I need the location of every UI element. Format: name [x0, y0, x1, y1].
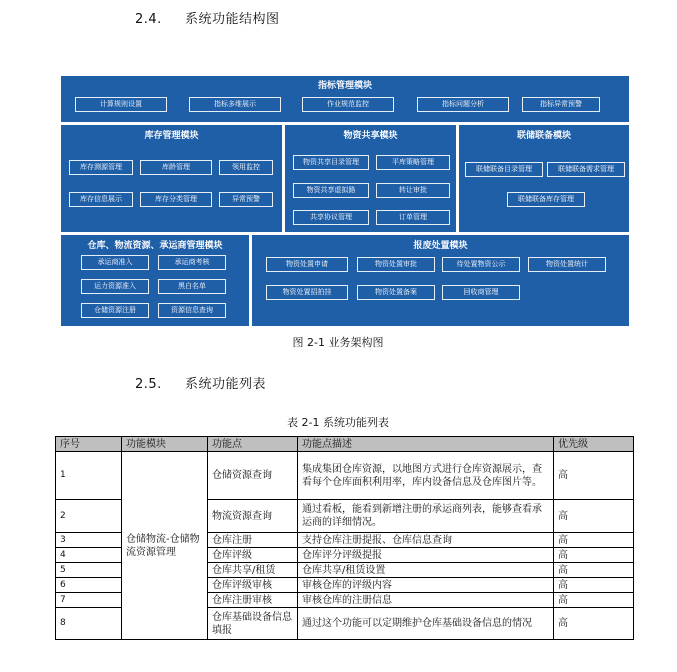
module-cell: 仓储物流-仓储物流资源管理 [122, 452, 208, 640]
section-title: 系统功能列表 [185, 377, 267, 392]
function-description: 仓库评分评级提报 [298, 548, 554, 563]
module-item: 承运商准入 [81, 255, 149, 270]
priority: 高 [554, 608, 634, 640]
module-item: 物资处置审批 [357, 257, 435, 272]
module-item: 转让审批 [376, 183, 450, 198]
module-item: 回收商管理 [442, 285, 520, 300]
module-title: 物资共享模块 [343, 131, 398, 141]
module-item: 物资共享目录管理 [293, 155, 369, 170]
figure-caption: 图 2-1 业务架构图 [292, 336, 384, 349]
module-item: 物资处置备案 [357, 285, 435, 300]
module-item: 指标问题分析 [417, 97, 509, 112]
function-description: 审核仓库的注册信息 [298, 593, 554, 608]
module-item: 指标多维展示 [189, 97, 281, 112]
priority: 高 [554, 578, 634, 593]
module-item: 联储联备需求管理 [547, 162, 625, 177]
function-point: 仓库注册审核 [208, 593, 298, 608]
module-item: 物资处置统计 [528, 257, 606, 272]
business-architecture-diagram [61, 76, 629, 326]
scrap-disposal-module [252, 235, 629, 326]
row-number: 4 [56, 548, 122, 563]
module-item: 物资共享虚拟路 [293, 183, 369, 198]
module-item: 平库策略管理 [376, 155, 450, 170]
module-item: 库存信息展示 [69, 192, 133, 207]
header-cell: 功能点 [208, 437, 298, 452]
module-title: 报废处置模块 [413, 241, 468, 251]
warehouse-carrier-module [61, 235, 249, 326]
module-item: 承运商考核 [158, 255, 226, 270]
row-number: 1 [56, 452, 122, 500]
row-number: 2 [56, 500, 122, 533]
module-title: 联储联备模块 [516, 131, 571, 141]
priority: 高 [554, 593, 634, 608]
row-number: 5 [56, 563, 122, 578]
module-title: 指标管理模块 [317, 81, 372, 91]
function-description: 仓库共享/租赁设置 [298, 563, 554, 578]
priority: 高 [554, 452, 634, 500]
module-item: 黑白名单 [158, 279, 226, 294]
header-cell: 功能模块 [122, 437, 208, 452]
module-item: 运力资源准入 [81, 279, 149, 294]
module-item: 待处置物资公示 [442, 257, 520, 272]
sharing-module [285, 125, 456, 232]
module-title: 仓库、物流资源、承运商管理模块 [87, 241, 223, 251]
priority: 高 [554, 500, 634, 533]
module-item: 作业规范监控 [302, 97, 394, 112]
inventory-module [61, 125, 282, 232]
section-number: 2.4. [135, 12, 162, 27]
module-item: 库龄管理 [140, 160, 212, 175]
module-item: 仓储资源注册 [81, 303, 149, 318]
priority: 高 [554, 563, 634, 578]
module-item: 共享协议管理 [293, 210, 369, 225]
function-point: 仓库基础设备信息填报 [208, 608, 298, 640]
section-number: 2.5. [135, 377, 162, 392]
module-item: 联储联备目录管理 [465, 162, 543, 177]
function-description: 集成集团仓库资源，以地图方式进行仓库资源展示，查看每个仓库面积利用率，库内设备信息及仓库图片等。 [298, 452, 554, 500]
header-cell: 功能点描述 [298, 437, 554, 452]
indicator-module [61, 76, 629, 122]
joint-reserve-module [459, 125, 629, 232]
row-number: 8 [56, 608, 122, 640]
function-description: 审核仓库的评级内容 [298, 578, 554, 593]
priority: 高 [554, 548, 634, 563]
function-description: 通过这个功能可以定期维护仓库基础设备信息的情况 [298, 608, 554, 640]
module-item: 物资处置招拍挂 [266, 285, 348, 300]
module-item: 异常预警 [219, 192, 273, 207]
function-point: 物流资源查询 [208, 500, 298, 533]
section-heading-2-5 [135, 373, 266, 392]
module-item: 领用监控 [219, 160, 273, 175]
table-caption: 表 2-1 系统功能列表 [287, 416, 389, 429]
function-description: 支持仓库注册提报、仓库信息查询 [298, 533, 554, 548]
table-row [56, 452, 634, 500]
module-item: 物资处置申请 [266, 257, 348, 272]
function-description: 通过看板，能看到新增注册的承运商列表，能够查看承运商的详细情况。 [298, 500, 554, 533]
function-point: 仓库评级审核 [208, 578, 298, 593]
header-cell: 序号 [56, 437, 122, 452]
function-table [55, 436, 634, 640]
table-header-row [56, 437, 634, 452]
module-item: 指标异常预警 [522, 97, 600, 112]
priority: 高 [554, 533, 634, 548]
section-title: 系统功能结构图 [185, 12, 280, 27]
module-item: 库存测源管理 [69, 160, 133, 175]
function-point: 仓库共享/租赁 [208, 563, 298, 578]
module-title: 库存管理模块 [144, 131, 199, 141]
module-item: 资源信息查询 [158, 303, 226, 318]
row-number: 3 [56, 533, 122, 548]
function-point: 仓储资源查询 [208, 452, 298, 500]
function-point: 仓库注册 [208, 533, 298, 548]
section-heading-2-4 [135, 8, 280, 27]
function-point: 仓库评级 [208, 548, 298, 563]
module-item: 库存分类管理 [140, 192, 212, 207]
module-item: 计算规则设置 [75, 97, 167, 112]
row-number: 6 [56, 578, 122, 593]
header-cell: 优先级 [554, 437, 634, 452]
row-number: 7 [56, 593, 122, 608]
module-item: 联储联备库存管理 [507, 192, 585, 207]
module-item: 订单管理 [376, 210, 450, 225]
